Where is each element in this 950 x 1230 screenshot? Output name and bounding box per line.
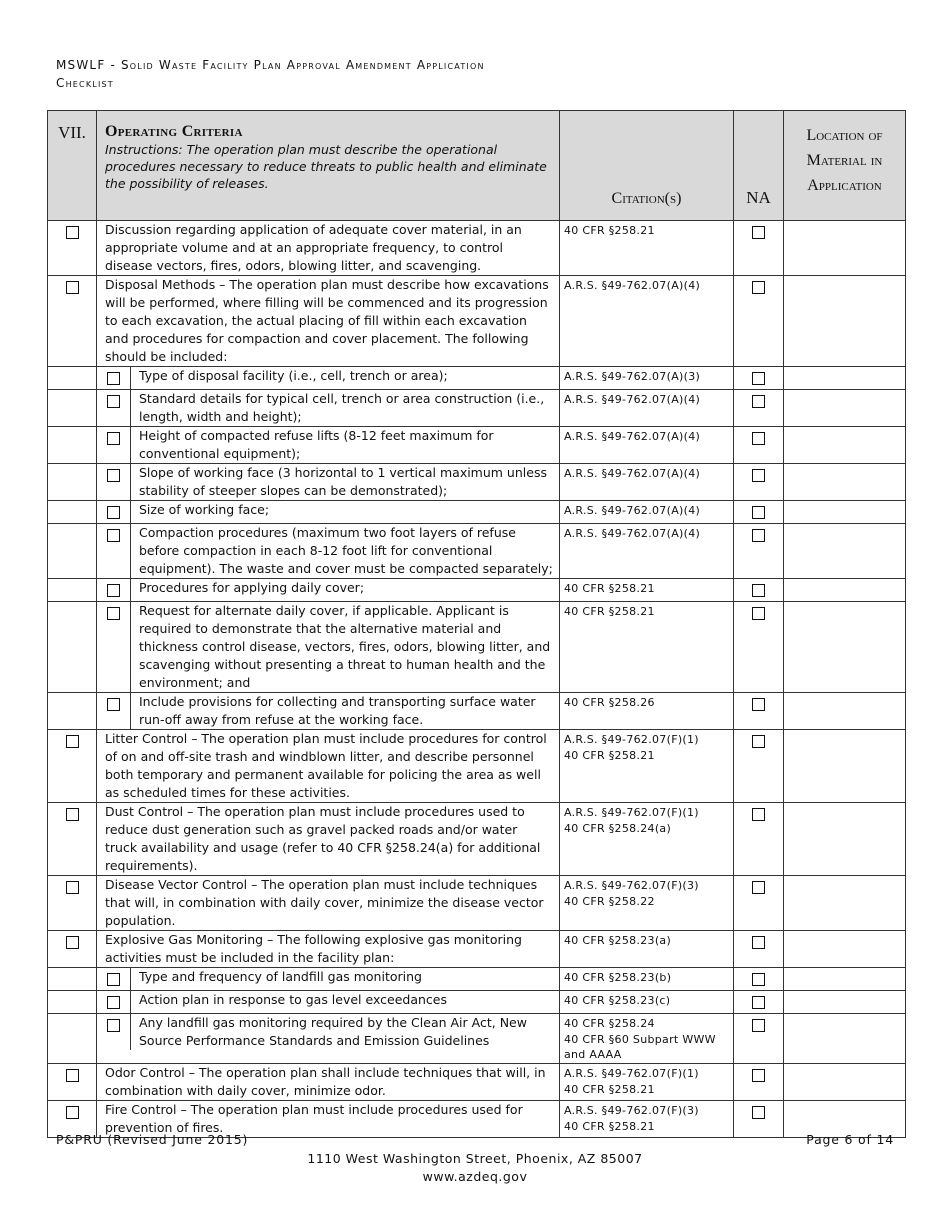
sub-row-checkbox[interactable] xyxy=(107,469,120,482)
criteria-header xyxy=(97,111,560,221)
sub-row-checkbox[interactable] xyxy=(107,996,120,1009)
row-citation-2: 40 CFR §258.21 xyxy=(564,1119,655,1133)
row-criteria-text: Size of working face; xyxy=(139,502,270,517)
location-cell[interactable] xyxy=(784,390,906,427)
row-citation: A.R.S. §49-762.07(A)(4) xyxy=(564,527,701,540)
row-citation: A.R.S. §49-762.07(A)(4) xyxy=(564,467,701,480)
na-checkbox[interactable] xyxy=(752,506,765,519)
header-title-line2: Checklist xyxy=(56,76,114,90)
row-checkbox[interactable] xyxy=(66,1106,79,1119)
row-citation-2: 40 CFR §258.24(a) xyxy=(564,821,672,835)
table-row xyxy=(48,803,906,876)
table-row xyxy=(48,427,906,464)
row-checkbox[interactable] xyxy=(66,735,79,748)
sub-row-checkbox[interactable] xyxy=(107,529,120,542)
row-criteria-text: Slope of working face (3 horizontal to 1 vertical maximum unless stability of steeper slopes can be demonstrated); xyxy=(139,465,547,498)
row-criteria-text: Litter Control – The operation plan must include procedures for control of on and off-site trash and windblown litter, and describe personnel both temporary and permanent available for policing the area as well as scheduled times for these activities. xyxy=(97,730,560,803)
table-row xyxy=(48,876,906,931)
row-checkbox[interactable] xyxy=(66,1069,79,1082)
sub-row-checkbox[interactable] xyxy=(107,607,120,620)
location-cell[interactable] xyxy=(784,579,906,602)
header-title-line1: MSWLF - Solid Waste Facility Plan Approval Amendment Application xyxy=(56,58,485,72)
row-citation: 40 CFR §258.24 xyxy=(564,1017,655,1030)
document-header xyxy=(56,56,485,92)
na-checkbox[interactable] xyxy=(752,973,765,986)
location-cell[interactable] xyxy=(784,968,906,991)
table-row xyxy=(48,1064,906,1101)
sub-row-checkbox[interactable] xyxy=(107,432,120,445)
criteria-instructions: Instructions: The operation plan must describe the operational procedures necessary to reduce threats to public health and eliminate the possibility of releases. xyxy=(105,142,547,191)
row-criteria-text: Disease Vector Control – The operation plan must include techniques that will, in combination with daily cover, minimize the disease vector population. xyxy=(97,876,560,931)
location-header: Location of Material in Application xyxy=(784,111,906,221)
table-row xyxy=(48,693,906,730)
row-checkbox[interactable] xyxy=(66,881,79,894)
table-row xyxy=(48,464,906,501)
row-citation: A.R.S. §49-762.07(A)(3) xyxy=(564,370,701,383)
location-cell[interactable] xyxy=(784,524,906,579)
sub-row-checkbox[interactable] xyxy=(107,1019,120,1032)
row-citation: 40 CFR §258.23(c) xyxy=(564,994,671,1007)
table-row xyxy=(48,579,906,602)
sub-row-checkbox[interactable] xyxy=(107,973,120,986)
row-citation: 40 CFR §258.26 xyxy=(564,696,655,709)
location-cell[interactable] xyxy=(784,693,906,730)
na-checkbox[interactable] xyxy=(752,469,765,482)
row-citation: 40 CFR §258.21 xyxy=(564,605,655,618)
location-cell[interactable] xyxy=(784,931,906,968)
sub-row-checkbox[interactable] xyxy=(107,506,120,519)
row-criteria-text: Type of disposal facility (i.e., cell, trench or area); xyxy=(139,368,448,383)
na-checkbox[interactable] xyxy=(752,226,765,239)
row-citation: A.R.S. §49-762.07(F)(1) xyxy=(564,733,699,746)
row-criteria-text: Discussion regarding application of adequate cover material, in an appropriate volume and at an appropriate frequency, to control disease vectors, fires, odors, blowing litter, and scavenging. xyxy=(97,221,560,276)
row-criteria-text: Any landfill gas monitoring required by the Clean Air Act, New Source Performance Standards and Emission Guidelines xyxy=(139,1015,527,1048)
criteria-title: Operating Criteria xyxy=(105,123,243,140)
footer-contact xyxy=(0,1150,950,1186)
sub-row-checkbox[interactable] xyxy=(107,372,120,385)
row-criteria-text: Standard details for typical cell, trench or area construction (i.e., length, width and height); xyxy=(139,391,545,424)
row-citation: A.R.S. §49-762.07(A)(4) xyxy=(564,279,701,292)
location-cell[interactable] xyxy=(784,367,906,390)
location-cell[interactable] xyxy=(784,730,906,803)
footer-revision: P&PRU (Revised June 2015) xyxy=(56,1132,249,1147)
citation-header: Citation(s) xyxy=(560,111,734,221)
row-citation: 40 CFR §258.21 xyxy=(564,582,655,595)
table-row xyxy=(48,1014,906,1064)
row-criteria-text: Explosive Gas Monitoring – The following explosive gas monitoring activities must be included in the facility plan: xyxy=(97,931,560,968)
row-criteria-text: Height of compacted refuse lifts (8-12 feet maximum for conventional equipment); xyxy=(139,428,494,461)
row-citation: A.R.S. §49-762.07(F)(1) xyxy=(564,1067,699,1080)
na-checkbox[interactable] xyxy=(752,808,765,821)
table-row xyxy=(48,276,906,367)
location-cell[interactable] xyxy=(784,427,906,464)
na-checkbox[interactable] xyxy=(752,936,765,949)
row-citation: A.R.S. §49-762.07(A)(4) xyxy=(564,393,701,406)
row-criteria-text: Type and frequency of landfill gas monitoring xyxy=(139,969,422,984)
footer-address: 1110 West Washington Street, Phoenix, AZ 85007 xyxy=(307,1151,643,1166)
row-citation: A.R.S. §49-762.07(F)(3) xyxy=(564,1104,699,1117)
location-cell[interactable] xyxy=(784,464,906,501)
na-checkbox[interactable] xyxy=(752,1106,765,1119)
row-citation-2: 40 CFR §258.21 xyxy=(564,748,655,762)
row-checkbox[interactable] xyxy=(66,281,79,294)
na-checkbox[interactable] xyxy=(752,881,765,894)
table-row xyxy=(48,730,906,803)
sub-row-checkbox[interactable] xyxy=(107,584,120,597)
row-citation-2: 40 CFR §258.21 xyxy=(564,1082,655,1096)
na-checkbox[interactable] xyxy=(752,698,765,711)
footer-page-number: Page 6 of 14 xyxy=(806,1132,894,1147)
location-cell[interactable] xyxy=(784,276,906,367)
sub-row-checkbox[interactable] xyxy=(107,698,120,711)
row-criteria-text: Action plan in response to gas level exceedances xyxy=(139,992,447,1007)
row-citation: 40 CFR §258.21 xyxy=(564,224,655,237)
row-citation: 40 CFR §258.23(a) xyxy=(564,934,672,947)
row-citation: A.R.S. §49-762.07(F)(3) xyxy=(564,879,699,892)
row-citation: 40 CFR §258.23(b) xyxy=(564,971,672,984)
row-citation: A.R.S. §49-762.07(F)(1) xyxy=(564,806,699,819)
row-citation-2: 40 CFR §60 Subpart WWW and AAAA xyxy=(564,1032,716,1061)
row-criteria-text: Request for alternate daily cover, if applicable. Applicant is required to demonstrate that the alternative material and thickness control disease, vectors, fires, odors, blowing litter, and scavenging without presenting a threat to human health and the environment; and xyxy=(139,603,551,690)
row-citation-2: 40 CFR §258.22 xyxy=(564,894,655,908)
na-checkbox[interactable] xyxy=(752,529,765,542)
row-criteria-text: Odor Control – The operation plan shall include techniques that will, in combination with daily cover, minimize odor. xyxy=(97,1064,560,1101)
row-checkbox[interactable] xyxy=(66,226,79,239)
row-checkbox[interactable] xyxy=(66,936,79,949)
footer-website[interactable]: www.azdeq.gov xyxy=(422,1169,528,1184)
checklist-table xyxy=(47,110,906,1138)
location-cell[interactable] xyxy=(784,501,906,524)
location-cell[interactable] xyxy=(784,1064,906,1101)
table-row xyxy=(48,501,906,524)
na-checkbox[interactable] xyxy=(752,1069,765,1082)
table-row xyxy=(48,524,906,579)
na-checkbox[interactable] xyxy=(752,607,765,620)
na-checkbox[interactable] xyxy=(752,996,765,1009)
na-checkbox[interactable] xyxy=(752,1019,765,1032)
row-criteria-text: Disposal Methods – The operation plan must describe how excavations will be performed, where filling will be commenced and its progression to each excavation, the actual placing of fill within each excavation and procedures for compaction and cover placement. The following should be included: xyxy=(97,276,560,367)
na-checkbox[interactable] xyxy=(752,281,765,294)
table-row xyxy=(48,931,906,968)
row-criteria-text: Compaction procedures (maximum two foot layers of refuse before compaction in each 8-12 foot lift for conventional equipment). The waste and cover must be compacted separately; xyxy=(139,525,553,576)
table-row xyxy=(48,390,906,427)
na-checkbox[interactable] xyxy=(752,372,765,385)
location-cell[interactable] xyxy=(784,876,906,931)
row-criteria-text: Dust Control – The operation plan must include procedures used to reduce dust generation such as gravel packed roads and/or water truck availability and usage (refer to 40 CFR §258.24(a) for additional requirements). xyxy=(97,803,560,876)
table-row xyxy=(48,991,906,1014)
location-cell[interactable] xyxy=(784,991,906,1014)
row-citation: A.R.S. §49-762.07(A)(4) xyxy=(564,504,701,517)
row-criteria-text: Include provisions for collecting and transporting surface water run-off away from refuse at the working face. xyxy=(139,694,536,727)
location-cell[interactable] xyxy=(784,602,906,693)
table-row xyxy=(48,367,906,390)
na-header: NA xyxy=(734,111,784,221)
sub-row-checkbox[interactable] xyxy=(107,395,120,408)
na-checkbox[interactable] xyxy=(752,735,765,748)
table-row xyxy=(48,968,906,991)
location-cell[interactable] xyxy=(784,1014,906,1064)
location-cell[interactable] xyxy=(784,221,906,276)
na-checkbox[interactable] xyxy=(752,395,765,408)
na-checkbox[interactable] xyxy=(752,584,765,597)
na-checkbox[interactable] xyxy=(752,432,765,445)
row-criteria-text: Fire Control – The operation plan must include procedures used for prevention of fires. xyxy=(97,1101,560,1138)
table-row xyxy=(48,602,906,693)
row-citation: A.R.S. §49-762.07(A)(4) xyxy=(564,430,701,443)
row-checkbox[interactable] xyxy=(66,808,79,821)
row-criteria-text: Procedures for applying daily cover; xyxy=(139,580,365,595)
section-number: VII. xyxy=(48,111,97,221)
location-cell[interactable] xyxy=(784,803,906,876)
table-row xyxy=(48,221,906,276)
table-header-row xyxy=(48,111,906,221)
